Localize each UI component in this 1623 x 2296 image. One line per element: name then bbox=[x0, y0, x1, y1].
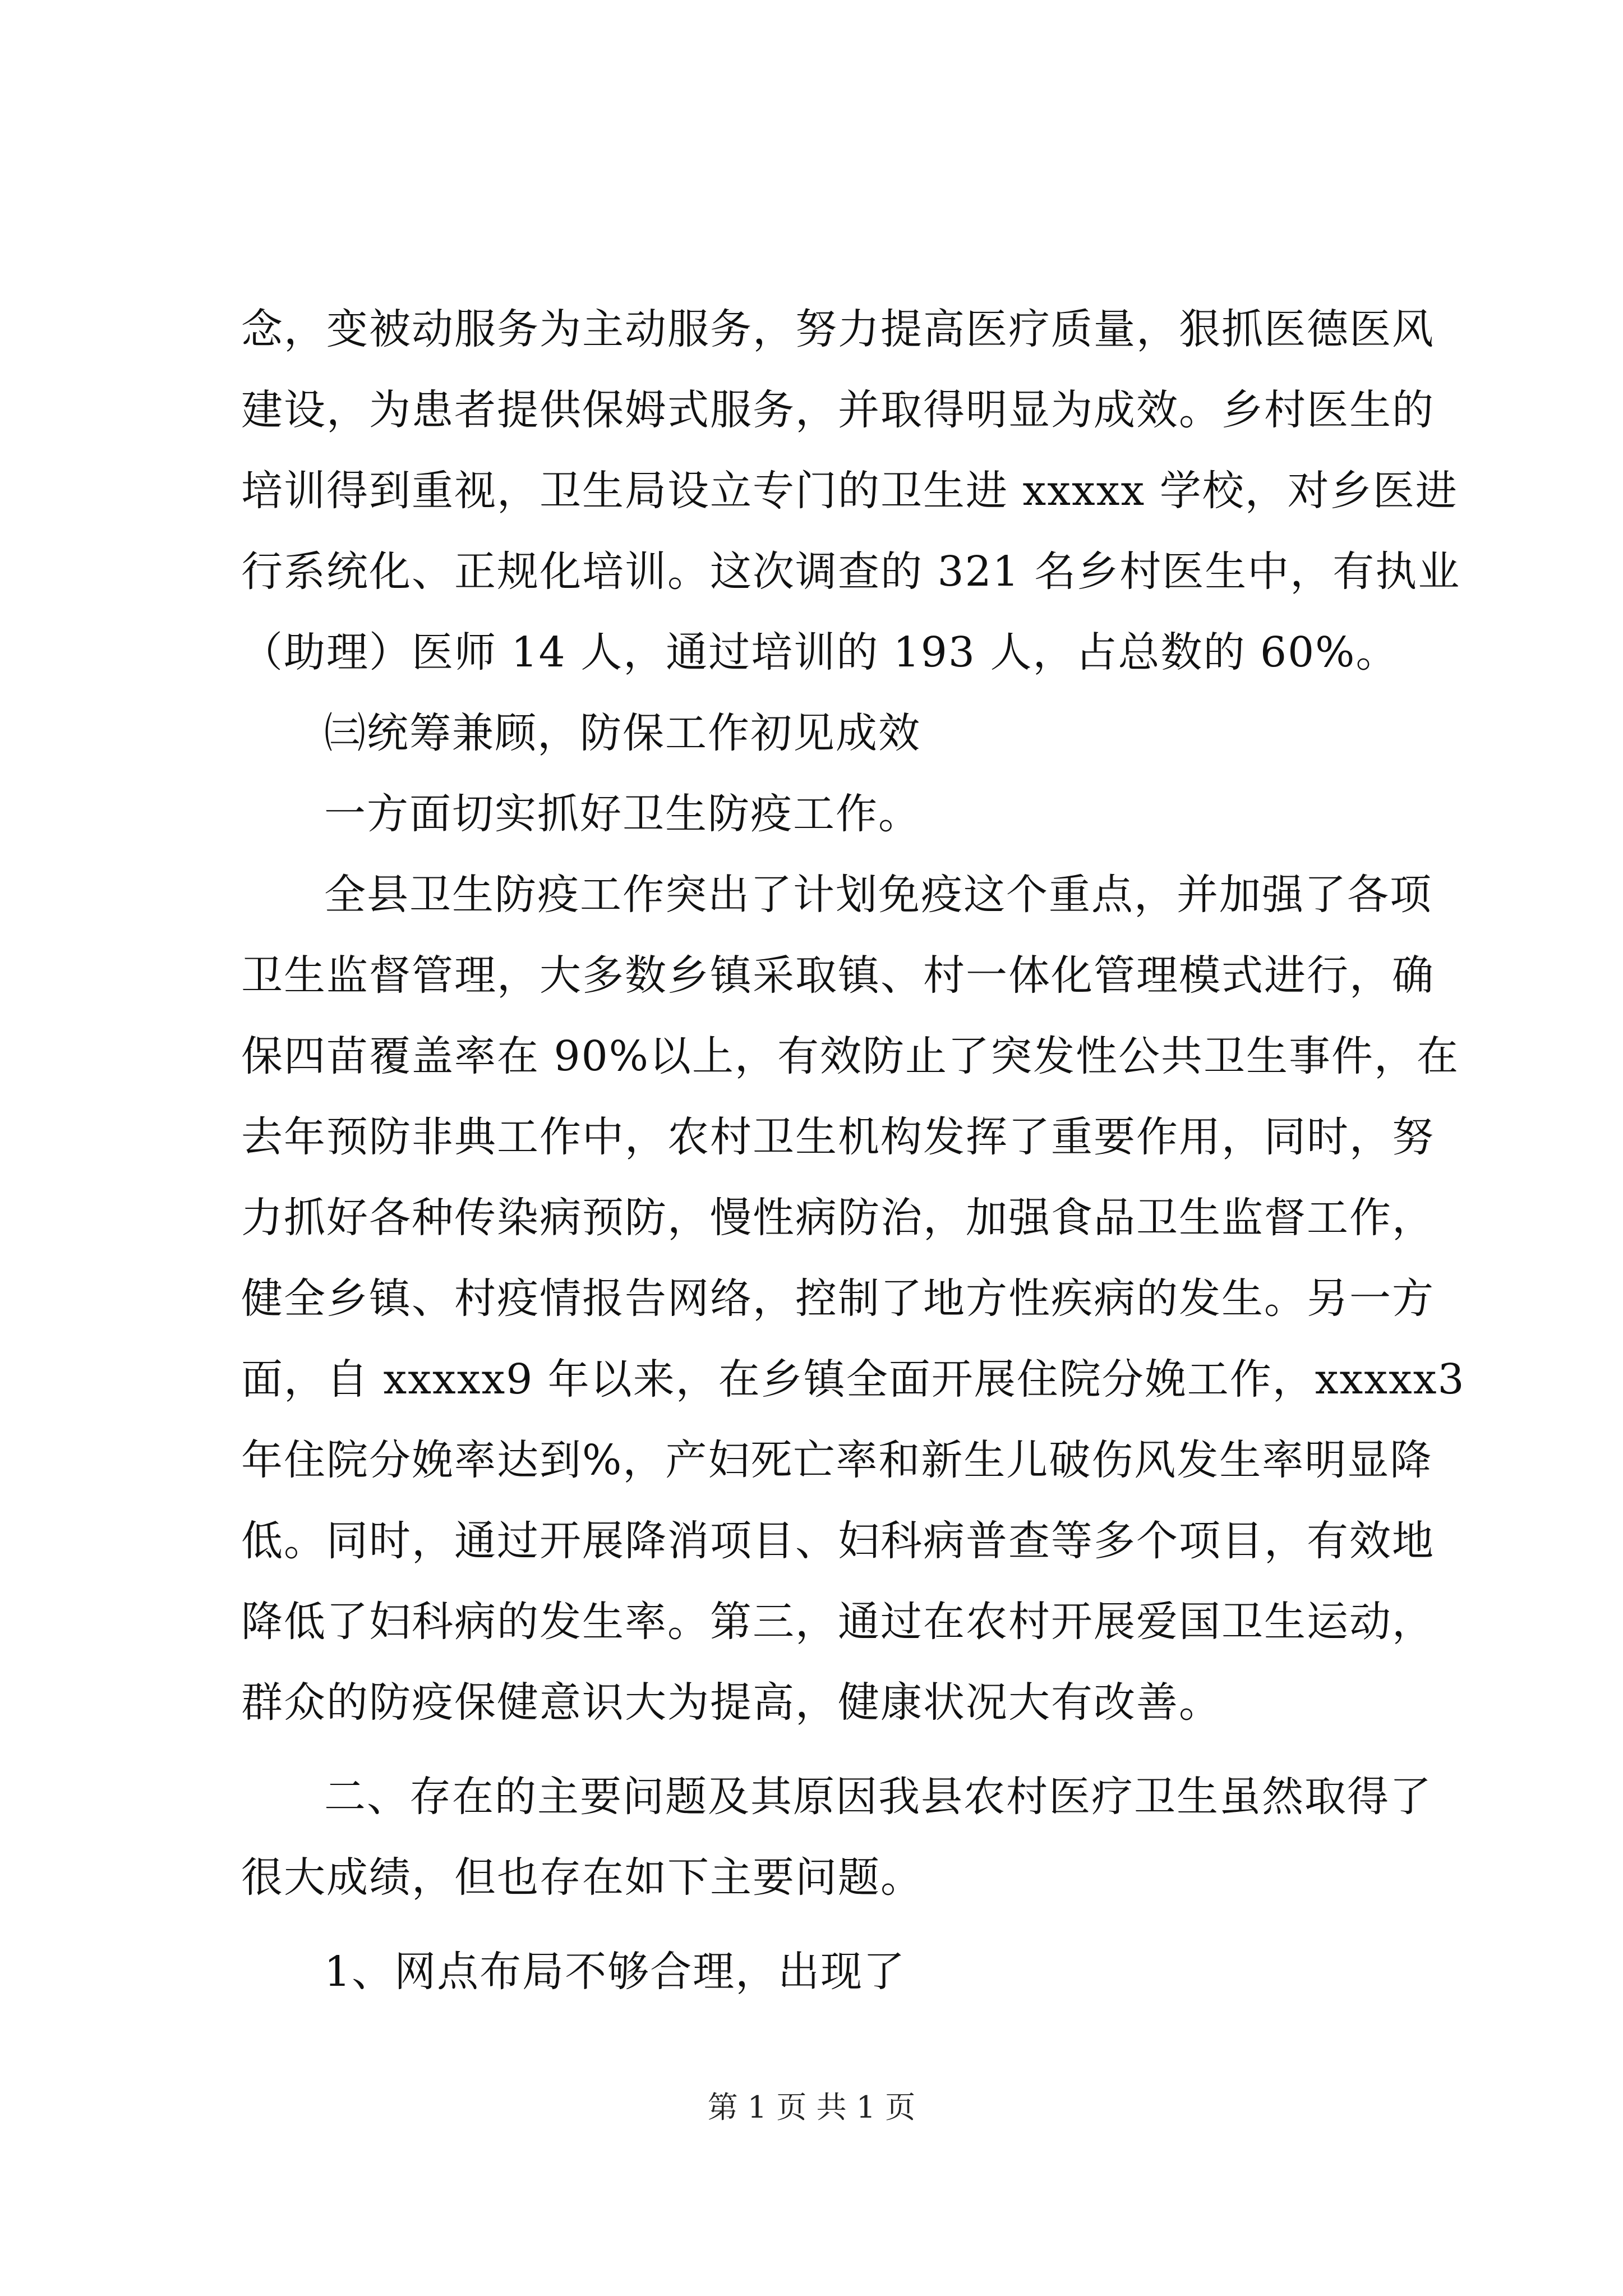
body-line: 卫生监督管理，大多数乡镇采取镇、村一体化管理模式进行，确 bbox=[241, 951, 1435, 1000]
document-body bbox=[241, 289, 1465, 2012]
paragraph-start-line: 一方面切实抓好卫生防疫工作。 bbox=[324, 790, 921, 838]
body-line: 保四苗覆盖率在 90%以上，有效防止了突发性公共卫生事件，在 bbox=[241, 1032, 1459, 1080]
body-line: 面，自 xxxxx9 年以来，在乡镇全面开展住院分娩工作，xxxxx3 bbox=[241, 1355, 1465, 1404]
body-line: 念，变被动服务为主动服务，努力提高医疗质量，狠抓医德医风 bbox=[241, 305, 1435, 353]
body-line: 行系统化、正规化培训。这次调查的 321 名乡村医生中，有执业 bbox=[241, 547, 1461, 596]
page-footer: 第 1 页 共 1 页 bbox=[707, 2090, 916, 2125]
paragraph-start-line: 二、存在的主要问题及其原因我县农村医疗卫生虽然取得了 bbox=[324, 1773, 1432, 1821]
body-line: 建设，为患者提供保姆式服务，并取得明显为成效。乡村医生的 bbox=[241, 386, 1435, 434]
body-line: 低。同时，通过开展降消项目、妇科病普查等多个项目，有效地 bbox=[241, 1517, 1435, 1565]
paragraph-start-line: 全县卫生防疫工作突出了计划免疫这个重点，并加强了各项 bbox=[324, 871, 1432, 919]
body-line: 健全乡镇、村疫情报告网络，控制了地方性疾病的发生。另一方 bbox=[241, 1274, 1435, 1323]
body-line: 降低了妇科病的发生率。第三，通过在农村开展爱国卫生运动， bbox=[241, 1598, 1435, 1646]
body-line: 力抓好各种传染病预防，慢性病防治，加强食品卫生监督工作， bbox=[241, 1194, 1435, 1242]
body-line: 年住院分娩率达到%，产妇死亡率和新生儿破伤风发生率明显降 bbox=[241, 1436, 1433, 1484]
body-line: 很大成绩，但也存在如下主要问题。 bbox=[241, 1853, 923, 1902]
body-line: 群众的防疫保健意识大为提高，健康状况大有改善。 bbox=[241, 1678, 1221, 1727]
section-heading: ㈢统筹兼顾，防保工作初见成效 bbox=[324, 709, 921, 757]
body-line: 培训得到重视，卫生局设立专门的卫生进 xxxxx 学校，对乡医进 bbox=[241, 467, 1458, 515]
body-line: 去年预防非典工作中，农村卫生机构发挥了重要作用，同时，努 bbox=[241, 1113, 1435, 1161]
body-line: （助理）医师 14 人，通过培训的 193 人，占总数的 60%。 bbox=[241, 628, 1399, 677]
paragraph-start-line: 1、网点布局不够合理，出现了 bbox=[324, 1948, 906, 1996]
